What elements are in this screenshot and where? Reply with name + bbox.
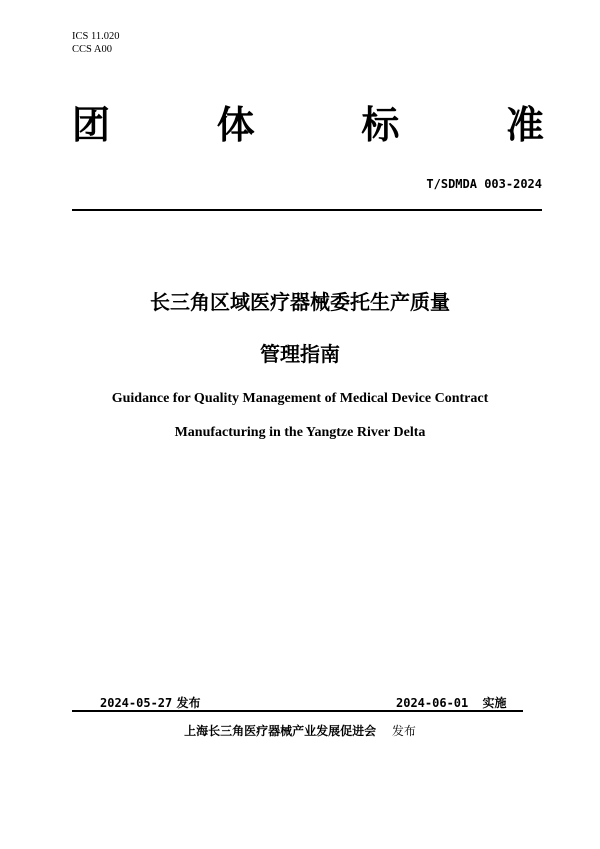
standard-type-char: 体 (216, 103, 255, 147)
implement-date-block (396, 694, 506, 711)
classification-codes (72, 30, 119, 56)
issuer-organization: 上海长三角医疗器械产业发展促进会 (184, 724, 377, 738)
chinese-title-line-2: 管理指南 (260, 342, 340, 366)
publish-label: 发布 (176, 696, 201, 710)
ccs-code: CCS A00 (72, 44, 112, 55)
top-divider (72, 209, 542, 211)
publish-date-block (100, 694, 200, 711)
standard-type-char: 团 (72, 103, 111, 147)
issuer-line (0, 722, 600, 739)
implement-label: 实施 (482, 696, 507, 710)
standard-type-heading (72, 98, 544, 152)
issuer-action: 发布 (391, 724, 416, 738)
chinese-title-line-1: 长三角区域医疗器械委托生产质量 (150, 290, 450, 314)
standard-type-char: 标 (361, 103, 400, 147)
bottom-divider (72, 710, 523, 712)
english-title-line-2: Manufacturing in the Yangtze River Delta (174, 425, 426, 440)
standard-type-char: 准 (505, 103, 544, 147)
implement-date: 2024-06-01 (396, 696, 469, 710)
english-title-line-1: Guidance for Quality Management of Medical Device Contract (111, 391, 489, 406)
publish-date: 2024-05-27 (100, 696, 173, 710)
standard-number: T/SDMDA 003-2024 (426, 177, 542, 191)
ics-code: ICS 11.020 (72, 31, 120, 42)
